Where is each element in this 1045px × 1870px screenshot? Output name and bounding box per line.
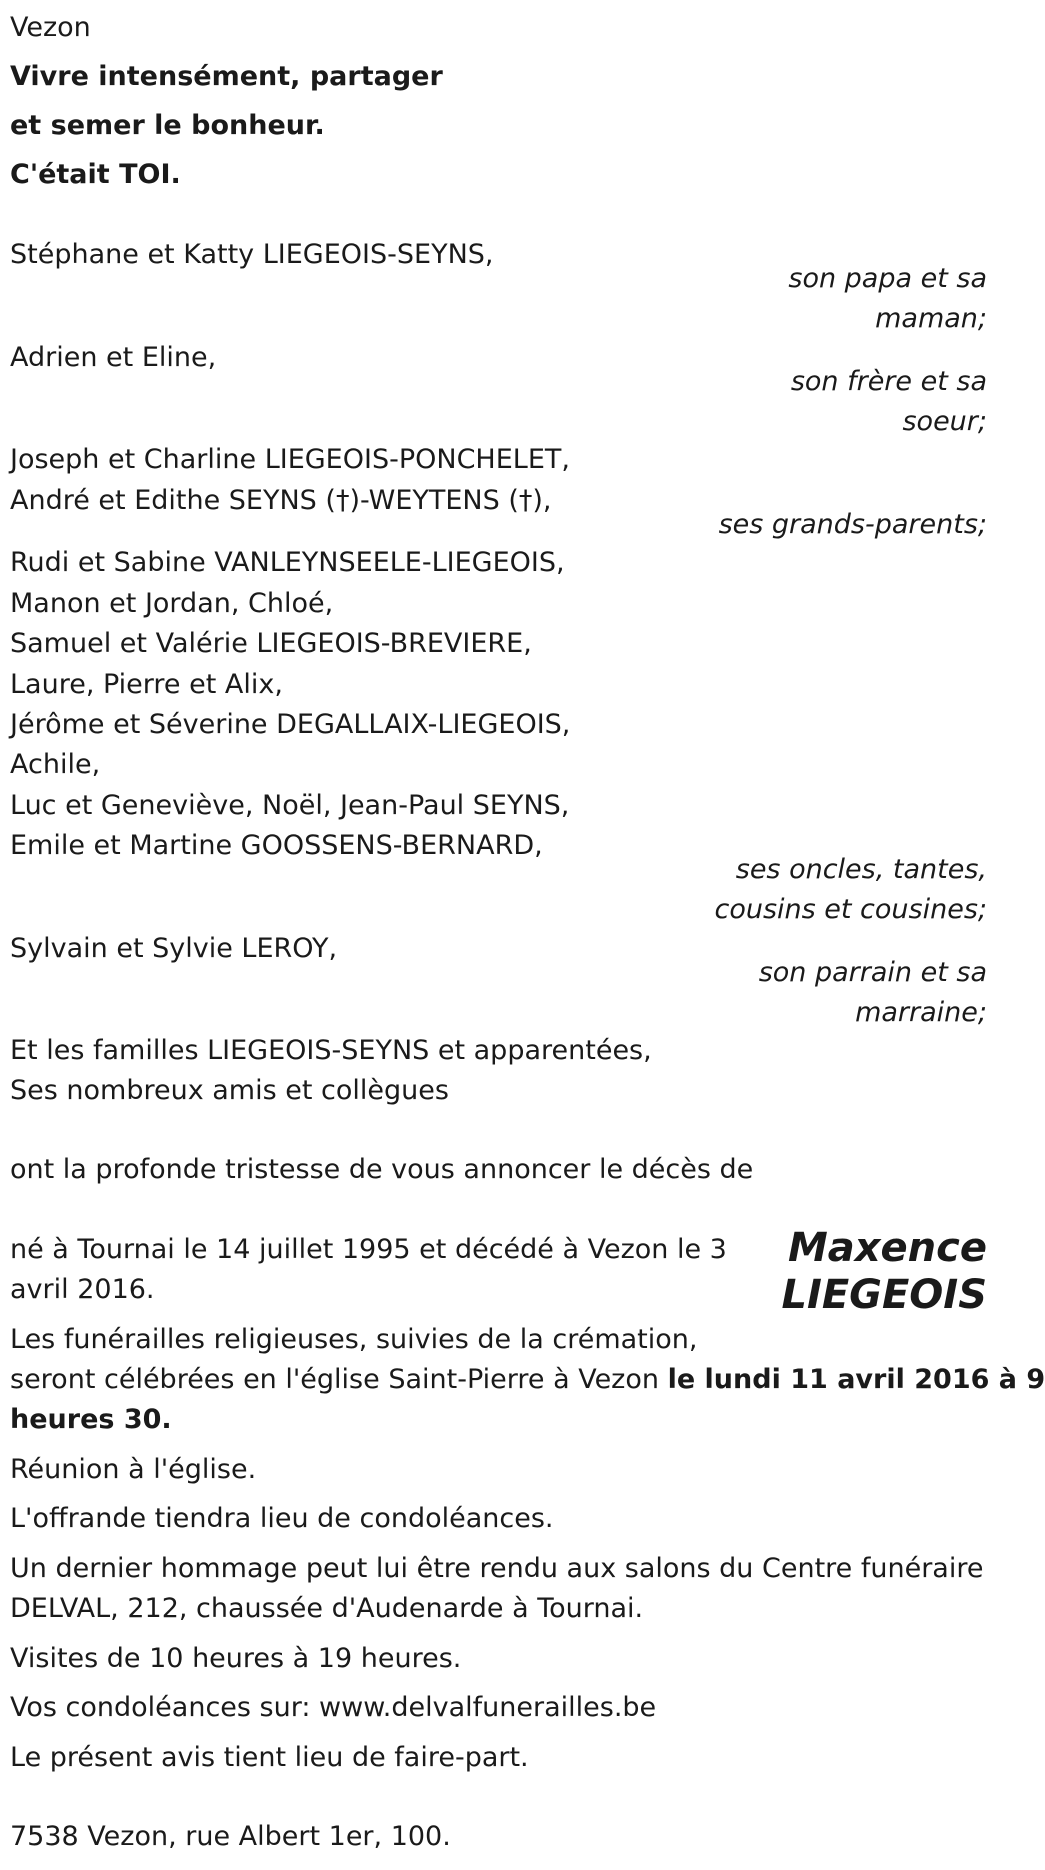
birth-death-line-2: avril 2016.	[10, 1274, 155, 1305]
relatives-name-2: Manon et Jordan, Chloé,	[10, 588, 334, 619]
siblings-names: Adrien et Eline,	[10, 342, 217, 373]
godparents-relation-1: son parrain et sa	[758, 957, 987, 988]
condolences: Vos condoléances sur: www.delvalfunerailles.be	[10, 1692, 657, 1723]
funeral-time: heures 30.	[10, 1404, 172, 1435]
parents-relation-1: son papa et sa	[788, 263, 987, 294]
funeral-line-1: Les funérailles religieuses, suivies de la crémation,	[10, 1324, 698, 1355]
funeral-line-2-text: seront célébrées en l'église Saint-Pierre à Vezon	[10, 1364, 668, 1395]
birth-death-line-1: né à Tournai le 14 juillet 1995 et décédé à Vezon le 3	[10, 1234, 727, 1265]
relatives-name-4: Laure, Pierre et Alix,	[10, 669, 283, 700]
deceased-last-name: LIEGEOIS	[781, 1272, 987, 1318]
siblings-relation-2: soeur;	[902, 406, 987, 437]
relatives-name-6: Achile,	[10, 749, 101, 780]
motto-line-2: et semer le bonheur.	[10, 110, 325, 141]
motto-line-1: Vivre intensément, partager	[10, 61, 443, 92]
relatives-name-8: Emile et Martine GOOSSENS-BERNARD,	[10, 830, 543, 861]
motto-line-3: C'était TOI.	[10, 159, 181, 190]
reunion: Réunion à l'église.	[10, 1454, 257, 1485]
relatives-name-7: Luc et Geneviève, Noël, Jean-Paul SEYNS,	[10, 790, 570, 821]
funeral-date: le lundi 11 avril 2016 à 9	[667, 1364, 1045, 1395]
siblings-relation-1: son frère et sa	[790, 366, 987, 397]
relatives-name-1: Rudi et Sabine VANLEYNSEELE-LIEGEOIS,	[10, 547, 565, 578]
relatives-relation-2: cousins et cousines;	[714, 894, 987, 925]
homage-line-2: DELVAL, 212, chaussée d'Audenarde à Tournai.	[10, 1593, 644, 1624]
deceased-first-name: Maxence	[787, 1225, 987, 1271]
parents-names: Stéphane et Katty LIEGEOIS-SEYNS,	[10, 239, 494, 270]
parents-relation-2: maman;	[875, 303, 987, 334]
notice: Le présent avis tient lieu de faire-part.	[10, 1742, 529, 1773]
funeral-line-2	[10, 1366, 1045, 1393]
grandparents-name-1: Joseph et Charline LIEGEOIS-PONCHELET,	[10, 444, 570, 475]
relatives-relation-1: ses oncles, tantes,	[735, 854, 987, 885]
place-header: Vezon	[10, 12, 91, 43]
godparents-relation-2: marraine;	[855, 997, 987, 1028]
address: 7538 Vezon, rue Albert 1er, 100.	[10, 1821, 451, 1852]
godparents-names: Sylvain et Sylvie LEROY,	[10, 933, 338, 964]
relatives-name-3: Samuel et Valérie LIEGEOIS-BREVIERE,	[10, 628, 532, 659]
visits: Visites de 10 heures à 19 heures.	[10, 1643, 462, 1674]
offering: L'offrande tiendra lieu de condoléances.	[10, 1503, 554, 1534]
announcement: ont la profonde tristesse de vous annoncer le décès de	[10, 1154, 754, 1185]
families-line-1: Et les familles LIEGEOIS-SEYNS et apparentées,	[10, 1035, 652, 1066]
homage-line-1: Un dernier hommage peut lui être rendu aux salons du Centre funéraire	[10, 1553, 984, 1584]
relatives-name-5: Jérôme et Séverine DEGALLAIX-LIEGEOIS,	[10, 709, 571, 740]
families-line-2: Ses nombreux amis et collègues	[10, 1075, 449, 1106]
grandparents-relation: ses grands-parents;	[718, 509, 987, 540]
grandparents-name-2: André et Edithe SEYNS (†)-WEYTENS (†),	[10, 485, 552, 516]
